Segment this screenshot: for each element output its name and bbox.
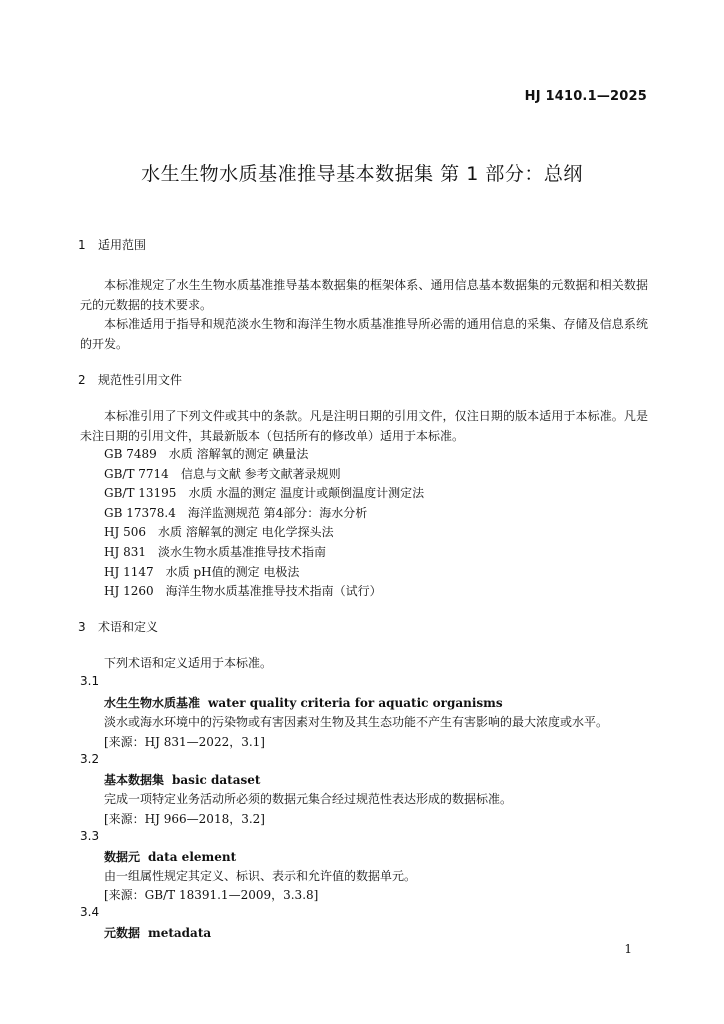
reference-title: 水质 溶解氧的测定 电化学探头法 bbox=[158, 525, 334, 540]
section-title: 适用范围 bbox=[98, 238, 147, 252]
term-number: 3.1 bbox=[80, 674, 100, 688]
reference-title: 水质 pH值的测定 电极法 bbox=[165, 564, 300, 579]
term-definition: 完成一项特定业务活动所必须的数据元集合经过规范性表达形成的数据标准。 bbox=[104, 792, 513, 806]
term-number: 3.3 bbox=[80, 829, 100, 843]
scope-paragraph: 本标准适用于指导和规范淡水生物和海洋生物水质基准推导所必需的通用信息的采集、存储及信息系统的开发。 bbox=[80, 317, 648, 351]
reference-item bbox=[104, 504, 424, 524]
reference-list bbox=[104, 445, 424, 602]
term-number: 3.2 bbox=[80, 752, 100, 766]
reference-code: HJ 1147 bbox=[104, 564, 154, 579]
term-definition: 由一组属性规定其定义、标识、表示和允许值的数据单元。 bbox=[104, 869, 417, 883]
scope-paragraph: 本标准规定了水生生物水质基准推导基本数据集的框架体系、通用信息基本数据集的元数据和相关数据元的元数据的技术要求。 bbox=[80, 278, 648, 312]
reference-item bbox=[104, 523, 424, 543]
terms-intro: 下列术语和定义适用于本标准。 bbox=[104, 656, 273, 670]
reference-code: GB/T 7714 bbox=[104, 466, 169, 481]
term-en: water quality criteria for aquatic organisms bbox=[208, 696, 503, 710]
term-definition: 淡水或海水环境中的污染物或有害因素对生物及其生态功能不产生有害影响的最大浓度或水平。 bbox=[104, 715, 609, 729]
term-en: data element bbox=[148, 850, 237, 864]
reference-item bbox=[104, 465, 424, 485]
term-en: basic dataset bbox=[172, 773, 261, 787]
section-heading-scope bbox=[78, 236, 146, 253]
reference-code: HJ 1260 bbox=[104, 584, 154, 599]
term-zh: 水生生物水质基准 bbox=[104, 696, 201, 710]
term-en: metadata bbox=[148, 926, 212, 940]
reference-code: GB 17378.4 bbox=[104, 505, 176, 520]
section-heading-normative-references bbox=[78, 371, 182, 388]
term-zh: 基本数据集 bbox=[104, 773, 165, 787]
reference-code: HJ 831 bbox=[104, 544, 146, 559]
page-number: 1 bbox=[624, 942, 632, 956]
reference-title: 信息与文献 参考文献著录规则 bbox=[180, 466, 341, 481]
reference-item bbox=[104, 563, 424, 583]
reference-code: HJ 506 bbox=[104, 525, 146, 540]
term-zh: 数据元 bbox=[104, 850, 141, 864]
term-heading bbox=[104, 848, 236, 865]
reference-item bbox=[104, 543, 424, 563]
term-zh: 元数据 bbox=[104, 926, 141, 940]
term-source: [来源：HJ 966—2018，3.2] bbox=[104, 812, 265, 826]
section-heading-terms bbox=[78, 618, 158, 635]
reference-code: GB 7489 bbox=[104, 447, 157, 461]
term-source: [来源：HJ 831—2022，3.1] bbox=[104, 735, 265, 749]
reference-title: 海洋监测规范 第4部分：海水分析 bbox=[187, 505, 368, 520]
reference-item bbox=[104, 582, 424, 602]
term-heading bbox=[104, 924, 211, 941]
section-number: 1 bbox=[78, 238, 86, 252]
document-code: HJ 1410.1—2025 bbox=[524, 89, 647, 104]
reference-title: 水质 水温的测定 温度计或颠倒温度计测定法 bbox=[188, 486, 425, 501]
section-number: 2 bbox=[78, 373, 86, 387]
reference-title: 淡水生物水质基准推导技术指南 bbox=[158, 544, 327, 559]
term-source: [来源：GB/T 18391.1—2009，3.3.8] bbox=[104, 888, 319, 902]
term-heading bbox=[104, 771, 260, 788]
reference-title: 海洋生物水质基准推导技术指南（试行） bbox=[165, 584, 382, 599]
term-number: 3.4 bbox=[80, 905, 100, 919]
normative-intro-paragraph: 本标准引用了下列文件或其中的条款。凡是注明日期的引用文件，仅注日期的版本适用于本标准。凡是未注日期的引用文件，其最新版本（包括所有的修改单）适用于本标准。 bbox=[80, 409, 648, 443]
reference-title: 水质 溶解氧的测定 碘量法 bbox=[168, 447, 309, 461]
section-title: 规范性引用文件 bbox=[98, 373, 183, 387]
reference-item bbox=[104, 445, 424, 465]
term-heading bbox=[104, 694, 503, 711]
reference-code: GB/T 13195 bbox=[104, 486, 177, 501]
section-title: 术语和定义 bbox=[98, 620, 159, 634]
reference-item bbox=[104, 484, 424, 504]
section-number: 3 bbox=[78, 620, 86, 634]
document-title: 水生生物水质基准推导基本数据集 第 1 部分：总纲 bbox=[141, 163, 583, 185]
